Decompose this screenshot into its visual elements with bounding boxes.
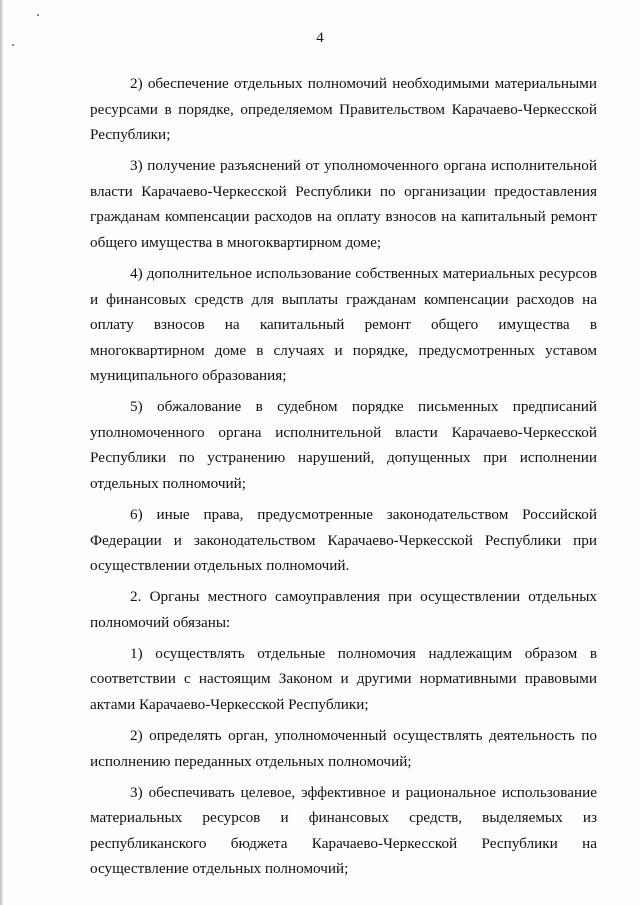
page-number: 4 (316, 30, 324, 46)
paragraph: 3) получение разъяснений от уполномоченного органа исполнительной власти Карачаево-Черкесской Республики по организации предоставления гражданам компенсации расходов на оплату взносов на капитальный ремонт общего имущества в многоквартирном доме; (90, 157, 597, 251)
scan-speck (37, 14, 39, 16)
paragraph: 2) обеспечение отдельных полномочий необходимыми материальными ресурсами в порядке, определяемом Правительством Карачаево-Черкесской Республики; (90, 75, 597, 144)
paragraph: 4) дополнительное использование собственных материальных ресурсов и финансовых средств для выплаты гражданам компенсации расходов на оплату взносов на капитальный ремонт общего имущества в многоквартирном доме в случаях и порядке, предусмотренных уставом муниципального образования; (90, 264, 597, 385)
paragraph: 2. Органы местного самоуправления при осуществлении отдельных полномочий обязаны: (90, 588, 597, 631)
document-body (90, 71, 597, 887)
paragraph: 6) иные права, предусмотренные законодательством Российской Федерации и законодательством Карачаево-Черкесской Республики при осуществлении отдельных полномочий. (90, 506, 597, 575)
paragraph: 2) определять орган, уполномоченный осуществлять деятельность по исполнению переданных отдельных полномочий; (90, 726, 597, 770)
paragraph: 5) обжалование в судебном порядке письменных предписаний уполномоченного органа исполнительной власти Карачаево-Черкесской Республики по устранению нарушений, допущенных при исполнении отдельных полномочий; (90, 398, 597, 493)
paragraph: 1) осуществлять отдельные полномочия надлежащим образом в соответствии с настоящим Законом и другими нормативными правовыми актами Карачаево-Черкесской Республики; (90, 644, 597, 713)
paragraph: 3) обеспечивать целевое, эффективное и рациональное использование материальных ресурсов и финансовых средств, выделяемых из республиканского бюджета Карачаево-Черкесской Республики на осуществление отдельных полномочий; (90, 783, 597, 878)
scan-left-edge (0, 0, 3, 905)
